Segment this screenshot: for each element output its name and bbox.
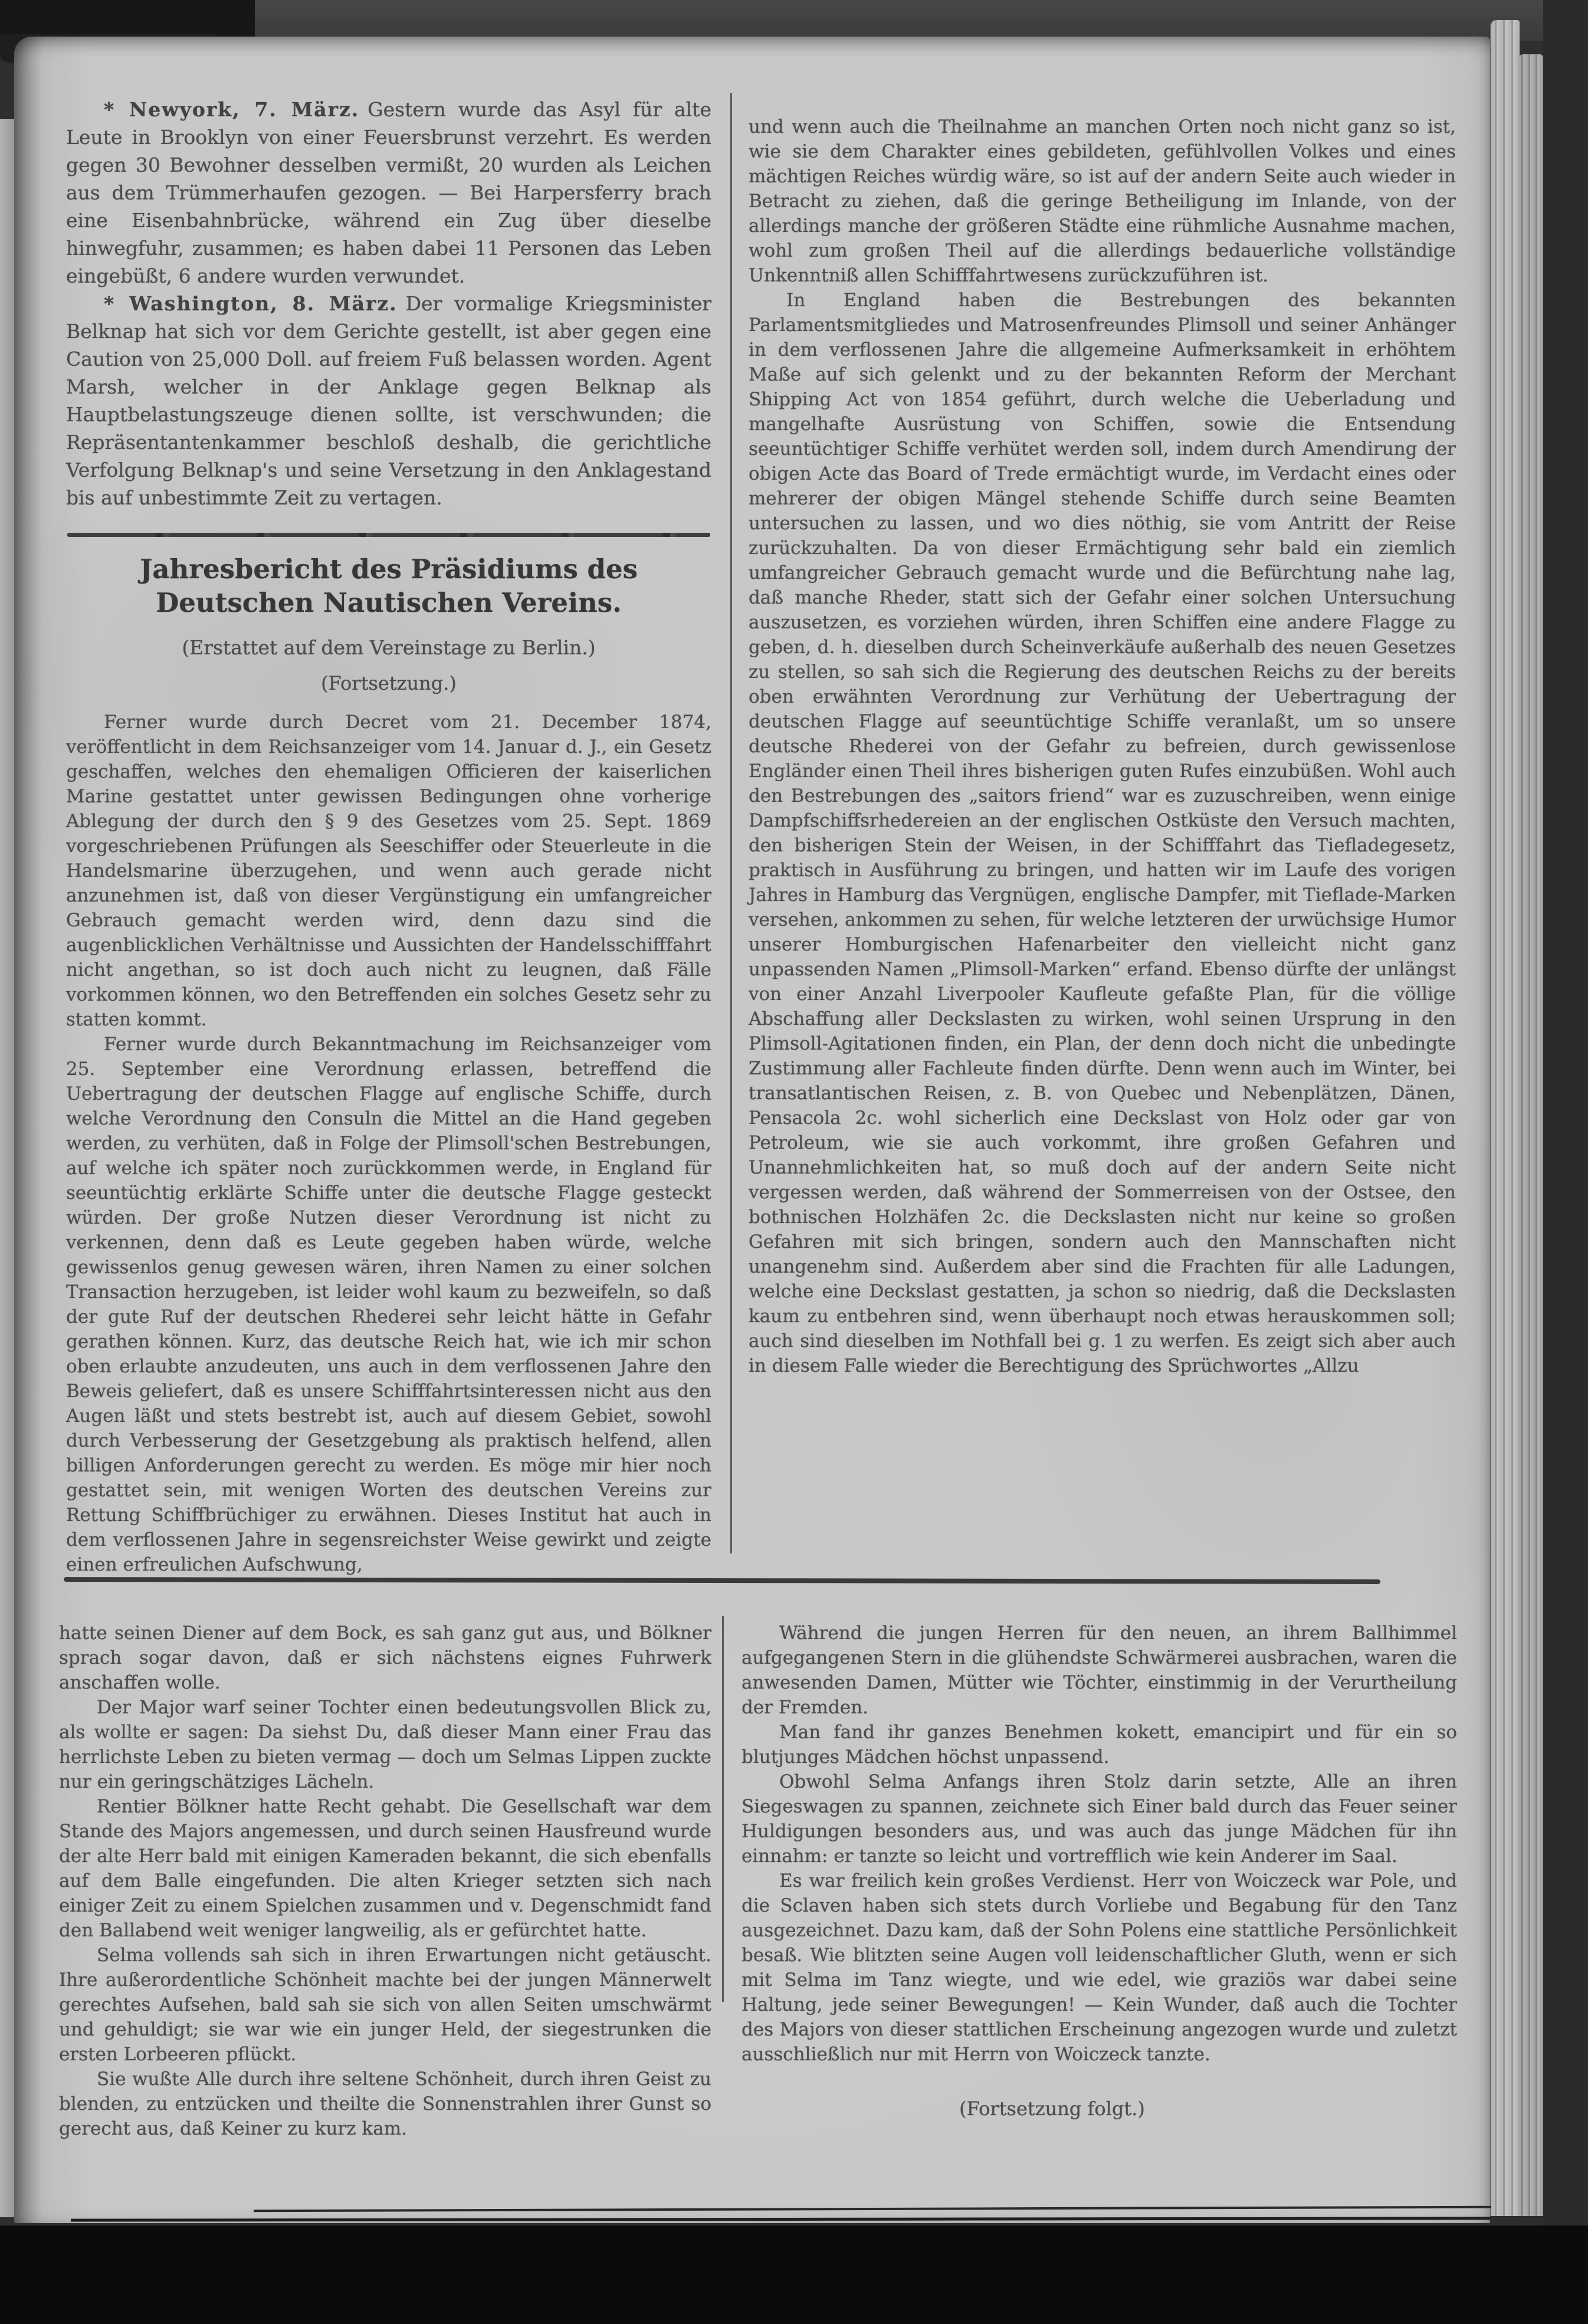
news-dateline: * Washington, 8. März.	[104, 292, 398, 315]
news-item	[66, 96, 711, 290]
news-item	[66, 290, 711, 512]
news-divider-rule	[67, 533, 710, 537]
book-page-stack-edge-outer	[1518, 54, 1543, 2216]
feuilleton-paragraph: Rentier Bölkner hatte Recht gehabt. Die Gesellschaft war dem Stande des Majors angemessen, und durch seinen Hausfreund wurde der alte Herr bald mit einigen Kameraden bekannt, die sich ebenfalls auf dem Balle eingefunden. Die alten Krieger setzten sich nach einiger Zeit zu einem Spielchen zusammen und v. Degenschmidt fand den Ballabend weit weniger langweilig, als er gefürchtet hatte.	[59, 1796, 711, 1941]
column-divider-rule-top	[730, 93, 732, 1553]
main-left-column	[66, 37, 711, 1577]
feuilleton-section	[14, 1583, 1490, 2197]
article-subtitle: (Erstattet auf dem Vereinstage zu Berlin.)	[182, 636, 596, 659]
article-title: Jahresbericht des Präsidiums des Deutschen Nautischen Vereins.	[140, 553, 638, 618]
article-paragraph: In England haben die Bestrebungen des bekannten Parlamentsmitgliedes und Matrosenfreundes Plimsoll und seiner Anhänger in dem verflossenen Jahre die allgemeine Aufmerksamkeit in erhöhtem Maße auf sich gelenkt und zu der bekannten Reform der Merchant Shipping Act von 1854 geführt, durch welche die Ueberladung und mangelhafte Ausrüstung von Schiffen, sowie die Entsendung seeuntüchtiger Schiffe verhütet werden soll, indem durch Amendirung der obigen Acte das Board of Trede ermächtigt wurde, im Verdacht eines oder mehrerer der obigen Mängel stehende Schiffe durch seine Beamten untersuchen zu lassen, und wo dies nöthig, sie vom Antritt der Reise zurückzuhalten. Da von dieser Ermächtigung sehr bald ein ziemlich umfangreicher Gebrauch gemacht wurde und die Befürchtung nahe lag, daß manche Rheder, statt sich der Gefahr einer solchen Untersuchung auszusetzen, es vorziehen würden, ihren Schiffen eine andere Flagge zu geben, d. h. dieselben durch Scheinverkäufe außerhalb des neuen Gesetzes zu stellen, so sah sich die Regierung des deutschen Reichs zu der bereits oben erwähnten Verordnung zur Verhütung der Uebertragung der deutschen Flagge auf seeuntüchtige Schiffe veranlaßt, um so unsere deutsche Rhederei von der Gefahr zu befreien, durch gewissenlose Engländer einen Theil ihres bisherigen guten Rufes einzubüßen. Wohl auch den Bestrebungen des „saitors friend“ war es zuzuschreiben, wenn einige Dampfschiffsrhedereien an der englischen Ostküste den Versuch machten, den bisherigen Stein der Weisen, in der Schifffahrt das Tiefladegesetz, praktisch in Ausführung zu bringen, und hatten wir im Laufe des vorigen Jahres in Hamburg das Vergnügen, englische Dampfer, mit Tieflade-Marken versehen, ankommen zu sehen, für welche letzteren der urwüchsige Humor unserer Homburgischen Hafenarbeiter den vielleicht nicht ganz unpassenden Namen „Plimsoll-Marken“ erfand. Ebenso dürfte der unlängst von einer Anzahl Liverpooler Kaufleute gefaßte Plan, für die völlige Abschaffung aller Deckslasten zu wirken, wohl seinen Ursprung in den Plimsoll-Agitationen finden, ein Plan, der denn doch nicht die unbedingte Zustimmung aller Fachleute finden dürfte. Denn wenn auch im Winter, bei transatlantischen Reisen, z. B. von Quebec und Nebenplätzen, Dänen, Pensacola 2c. wohl sicherlich eine Deckslast von Holz oder gar von Petroleum, wie sie auch vorkommt, ihre großen Gefahren und Unannehmlichkeiten hat, so muß doch auf der andern Seite nicht vergessen werden, daß während der Sommerreisen von der Ostsee, den bothnischen Holzhäfen 2c. die Deckslasten nicht nur keine so großen Gefahren mit sich bringen, sondern auch den Mannschaften nicht unangenehm sind. Außerdem aber sind die Frachten für alle Ladungen, welche eine Deckslast gestatten, ja schon so niedrig, daß die Deckslasten kaum zu entbehren sind, wenn überhaupt noch etwas herauskommen soll; auch sind dieselben im Nothfall bei g. 1 zu werfen. Es zeigt sich aber auch in diesem Falle wieder die Berechtigung des Sprüchwortes „Allzu	[749, 290, 1456, 1376]
adjacent-page-sliver	[0, 119, 14, 2217]
article-continuation-note: (Fortsetzung.)	[321, 672, 457, 694]
news-dateline: * Newyork, 7. März.	[104, 98, 360, 121]
feuilleton-paragraph: hatte seinen Diener auf dem Bock, es sah ganz gut aus, und Bölkner sprach sogar davon, daß er sich nächstens eignes Fuhrwerk anschaffen wolle.	[59, 1622, 711, 1693]
feuilleton-right-column	[741, 1583, 1457, 2197]
feuilleton-left-column	[59, 1583, 711, 2197]
feuilleton-right-paragraphs	[741, 1621, 1457, 2067]
feuilleton-paragraph: Obwohl Selma Anfangs ihren Stolz darin setzte, Alle an ihren Siegeswagen zu spannen, zeichnete sich Einer bald durch das Feuer seiner Huldigungen besonders aus, und was auch das junge Mädchen für ihn einnahm: er tanzte so leicht und vortrefflich wie kein Anderer im Saal.	[741, 1771, 1457, 1867]
column-divider-rule-bottom	[722, 1616, 724, 2002]
scan-bottom-background	[0, 2225, 1588, 2324]
feuilleton-paragraph: Sie wußte Alle durch ihre seltene Schönheit, durch ihren Geist zu blenden, zu entzücken und theilte die Sonnenstrahlen ihrer Gunst so gerecht aus, daß Keiner zu kurz kam.	[59, 2069, 711, 2139]
newspaper-page	[14, 37, 1490, 2223]
news-text: Gestern wurde das Asyl für alte Leute in Brooklyn von einer Feuersbrunst verzehrt. Es werden gegen 30 Bewohner desselben vermißt, 20 wurden als Leichen aus dem Trümmerhaufen gezogen. — Bei Harpersferry brach eine Eisenbahnbrücke, während ein Zug über dieselbe hinwegfuhr, zusammen; es haben dabei 11 Personen das Leben eingebüßt, 6 andere wurden verwundet.	[66, 98, 711, 287]
feuilleton-paragraph: Selma vollends sah sich in ihren Erwartungen nicht getäuscht. Ihre außerordentliche Schönheit machte bei der jungen Männerwelt gerechtes Aufsehen, bald sah sie sich von allen Seiten umschwärmt und gehuldigt; sie war wie ein junger Held, der siegestrunken die ersten Lorbeeren pflückt.	[59, 1945, 711, 2065]
article-paragraph: Ferner wurde durch Bekanntmachung im Reichsanzeiger vom 25. September eine Verordnung erlassen, betreffend die Uebertragung der deutschen Flagge auf englische Schiffe, durch welche Verordnung den Consuln die Mittel an die Hand gegeben werden, zu verhüten, daß in Folge der Plimsoll'schen Bestrebungen, auf welche ich später noch zurückkommen werde, in England für seeuntüchtig erklärte Schiffe unter die deutsche Flagge gesteckt würden. Der große Nutzen dieser Verordnung ist nicht zu verkennen, denn daß es Leute gegeben haben würde, welche gewissenlos genug gewesen wären, ihren Namen zu einer solchen Transaction herzugeben, ist leider wohl kaum zu bezweifeln, so daß der gute Ruf der deutschen Rhederei sehr leicht hätte in Gefahr gerathen können. Kurz, das deutsche Reich hat, wie ich mir schon oben erlaubte anzudeuten, uns auch in dem verflossenen Jahre den Beweis geliefert, daß es unsere Schifffahrtsinteressen nicht aus den Augen läßt und stets bestrebt ist, auch auf diesem Gebiet, sowohl durch Verbesserung der Gesetzgebung als praktisch helfend, allen billigen Anforderungen gerecht zu werden. Es möge mir hier noch gestattet sein, mit wenigen Worten des deutschen Vereins zur Rettung Schiffbrüchiger zu erwähnen. Dieses Institut hat auch in dem verflossenen Jahre in segensreichster Weise gewirkt und zeigte einen erfreulichen Aufschwung,	[66, 1034, 711, 1575]
article-right-paragraphs	[749, 114, 1456, 1378]
feuilleton-paragraph: Der Major warf seiner Tochter einen bedeutungsvollen Blick zu, als wollte er sagen: Da siehst Du, daß dieser Mann einer Frau das herrlichste Leben zu bieten vermag — doch um Selmas Lippen zuckte nur ein geringschätziges Lächeln.	[59, 1697, 711, 1792]
main-right-column	[749, 37, 1456, 1577]
feuilleton-paragraph: Während die jungen Herren für den neuen, an ihrem Ballhimmel aufgegangenen Stern in die glühendste Schwärmerei ausbrachen, waren die anwesenden Damen, Mütter wie Töchter, einstimmig in der Verurtheilung der Fremden.	[741, 1622, 1457, 1718]
feuilleton-paragraph: Es war freilich kein großes Verdienst. Herr von Woiczeck war Pole, und die Sclaven haben sich stets durch Vorliebe und Begabung für den Tanz ausgezeichnet. Dazu kam, daß der Sohn Polens eine stattliche Persönlichkeit besaß. Wie blitzten seine Augen voll leidenschaftlicher Gluth, wenn er sich mit Selma im Tanz wiegte, und wie edel, wie graziös war dabei seine Haltung, jede seiner Bewegungen! — Kein Wunder, daß auch die Tochter des Majors von dieser stattlichen Erscheinung angezogen wurde und zuletzt ausschließlich nur mit Herrn von Woiczeck tanzte.	[741, 1870, 1457, 2065]
news-section	[66, 96, 711, 512]
feuilleton-closing-note: (Fortsetzung folgt.)	[959, 2097, 1145, 2120]
article-left-paragraphs	[66, 710, 711, 1577]
news-text: Der vormalige Kriegsminister Belknap hat sich vor dem Gerichte gestellt, ist aber gegen eine Caution von 25,000 Doll. auf freiem Fuß belassen worden. Agent Marsh, welcher in der Anklage gegen Belknap als Hauptbelastungszeuge dienen sollte, ist verschwunden; die Repräsentantenkammer beschloß deshalb, die gerichtliche Verfolgung Belknap's und seine Versetzung in den Anklagestand bis auf unbestimmte Zeit zu vertagen.	[66, 292, 712, 509]
feuilleton-paragraph: Man fand ihr ganzes Benehmen kokett, emancipirt und für ein so blutjunges Mädchen höchst unpassend.	[741, 1722, 1457, 1768]
article-paragraph: Ferner wurde durch Decret vom 21. December 1874, veröffentlicht in dem Reichsanzeiger vom 14. Januar d. J., ein Gesetz geschaffen, welches den ehemaligen Officieren der kaiserlichen Marine gestattet unter gewissen Bedingungen ohne vorherige Ablegung der durch den § 9 des Gesetzes vom 25. Sept. 1869 vorgeschriebenen Prüfungen als Seeschiffer oder Steuerleute in die Handelsmarine überzugehen, und wenn auch gerade nicht anzunehmen ist, daß von dieser Vergünstigung ein umfangreicher Gebrauch gemacht werden wird, denn dazu sind die augenblicklichen Verhältnisse und Aussichten der Handelsschifffahrt nicht angethan, so ist doch auch nicht zu leugnen, daß Fälle vorkommen können, wo den Betreffenden ein solches Gesetz sehr zu statten kommt.	[66, 712, 711, 1030]
scan-right-background	[1543, 0, 1588, 2324]
main-section	[14, 37, 1490, 1577]
book-page-stack-edge	[1490, 20, 1520, 2216]
article-paragraph: und wenn auch die Theilnahme an manchen Orten noch nicht ganz so ist, wie sie dem Charakter eines gebildeten, gefühlvollen Volkes und eines mächtigen Reiches würdig wäre, so ist auf der andern Seite auch wieder in Betracht zu ziehen, daß die geringe Betheiligung im Inlande, von der allerdings manche der größeren Städte eine rühmliche Ausnahme machen, wohl zum großen Theil auf die allerdings bedauerliche vollständige Unkenntniß allen Schifffahrtwesens zurückzuführen ist.	[749, 116, 1456, 286]
feuilleton-left-paragraphs	[59, 1621, 711, 2141]
